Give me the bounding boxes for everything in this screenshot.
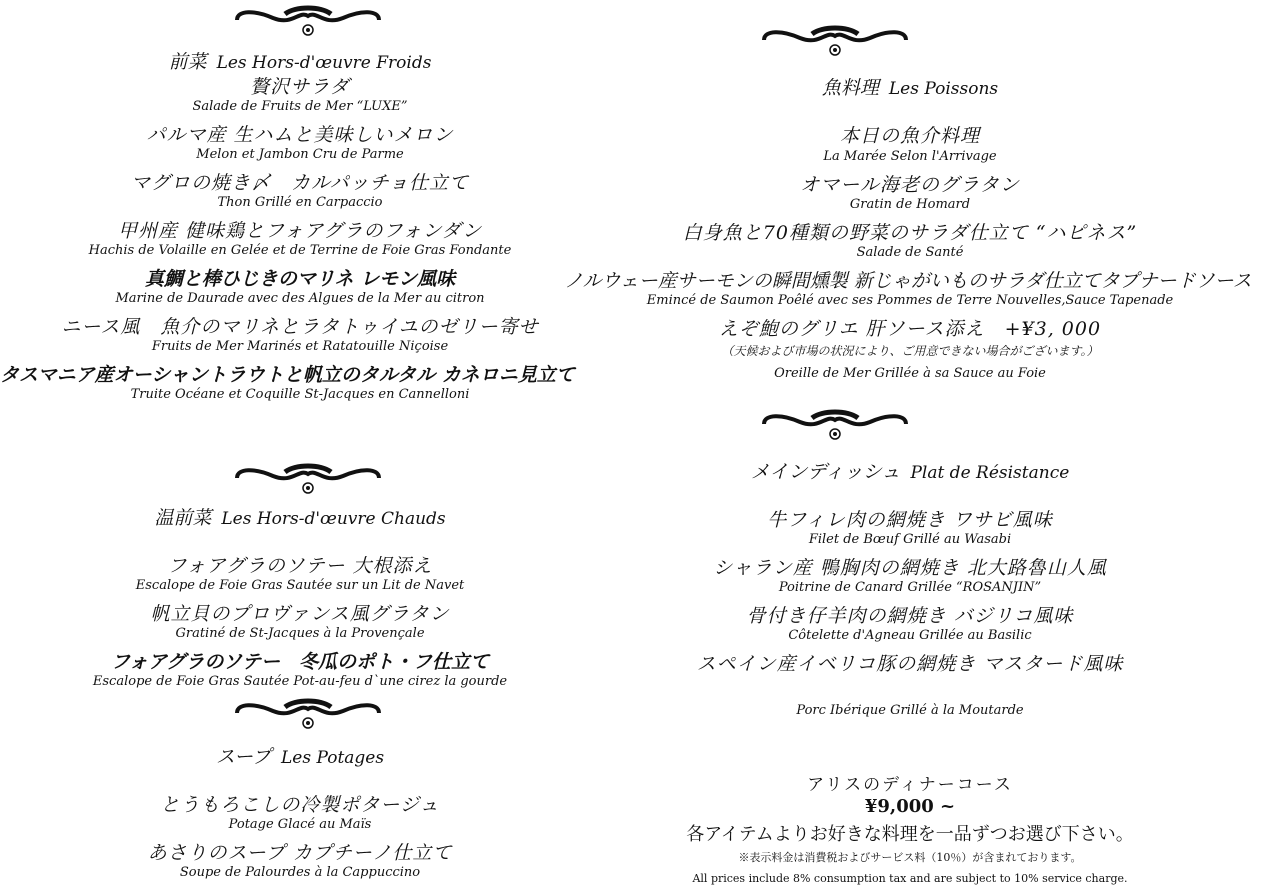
tax-note-en: All prices include 8% consumption tax and are subject to 10% service charge.	[692, 872, 1128, 885]
menu-item-jp: 甲州産 健味鶏とフォアグラのフォンダン	[117, 220, 482, 242]
ornament-cold	[233, 4, 383, 40]
menu-item-fr: Gratin de Homard	[849, 197, 971, 212]
section-heading-main: メインディッシュ Plat de Résistance	[750, 461, 1070, 483]
ornament-main	[760, 408, 910, 444]
course-price: ¥9,000 ~	[864, 796, 956, 817]
menu-item-jp: ニース風 魚介のマリネとラタトゥイユのゼリー寄せ	[61, 316, 539, 338]
menu-item-fr: Filet de Bœuf Grillé au Wasabi	[808, 532, 1012, 547]
section-heading-soup: スープ Les Potages	[215, 746, 385, 768]
ornament-fish	[760, 24, 910, 60]
menu-item-fr: Escalope de Foie Gras Sautée Pot-au-feu d`une cirez la gourde	[92, 674, 508, 689]
menu-item-fr: Salade de Fruits de Mer “LUXE”	[192, 99, 408, 114]
menu-item-fr: La Marée Selon l'Arrivage	[823, 149, 997, 164]
menu-item-jp: 白身魚と70種類の野菜のサラダ仕立て “ハピネス”	[682, 222, 1138, 244]
menu-item-jp: パルマ産 生ハムと美味しいメロン	[146, 124, 454, 146]
menu-item-jp: 真鯛と棒ひじきのマリネ レモン風味	[144, 268, 456, 290]
menu-item-fr: Hachis de Volaille en Gelée et de Terrine de Foie Gras Fondante	[88, 243, 512, 258]
menu-item-fr: Truite Océane et Coquille St-Jacques en Cannelloni	[130, 387, 470, 402]
menu-item-fr: Oreille de Mer Grillée à sa Sauce au Foie	[774, 366, 1046, 381]
menu-item-jp: マグロの焼き〆 カルパッチョ仕立て	[130, 172, 470, 194]
menu-item-jp: フォアグラのソテー 大根添え	[167, 555, 433, 577]
menu-item-note: （天候および市場の状況により、ご用意できない場合がございます。）	[721, 344, 1099, 358]
course-title: アリスのディナーコース	[807, 775, 1013, 795]
menu-item-fr: Salade de Santé	[856, 245, 964, 260]
menu-item-jp: とうもろこしの冷製ポタージュ	[160, 794, 440, 816]
menu-item-fr: Thon Grillé en Carpaccio	[217, 195, 383, 210]
menu-item-jp: フォアグラのソテー 冬瓜のポト・フ仕立て	[110, 651, 490, 673]
menu-item-jp: スペイン産イベリコ豚の網焼き マスタード風味	[696, 653, 1124, 675]
menu-item-fr: Poitrine de Canard Grillée “ROSANJIN”	[778, 580, 1042, 595]
menu-item-fr: Fruits de Mer Marinés et Ratatouille Niçoise	[151, 339, 449, 354]
menu-item-jp: 牛フィレ肉の網焼き ワサビ風味	[767, 509, 1053, 531]
menu-item-fr: Soupe de Palourdes à la Cappuccino	[179, 865, 421, 880]
section-heading-fish: 魚料理 Les Poissons	[821, 77, 999, 99]
menu-item-fr: Emincé de Saumon Poêlé avec ses Pommes de Terre Nouvelles,Sauce Tapenade	[646, 293, 1174, 308]
menu-item-jp: ノルウェー産サーモンの瞬間燻製 新じゃがいものサラダ仕立てタプナードソース	[564, 270, 1252, 292]
menu-item-fr: Porc Ibérique Grillé à la Moutarde	[796, 703, 1024, 718]
course-instruction: 各アイテムよりお好きな料理を一品ずつお選び下さい。	[686, 824, 1134, 845]
menu-item-jp: えぞ鮑のグリエ 肝ソース添え +¥3, 000	[718, 318, 1102, 340]
menu-item-fr: Marine de Daurade avec des Algues de la Mer au citron	[115, 291, 485, 306]
section-heading-cold: 前菜 Les Hors-d'œuvre Froids	[168, 51, 432, 73]
menu-item-fr: Potage Glacé au Maïs	[228, 817, 372, 832]
ornament-hot	[233, 462, 383, 498]
section-heading-hot: 温前菜 Les Hors-d'œuvre Chauds	[154, 507, 446, 529]
tax-note-jp: ※表示料金は消費税およびサービス料（10％）が含まれております。	[738, 851, 1082, 864]
menu-item-fr: Melon et Jambon Cru de Parme	[196, 147, 404, 162]
ornament-soup	[233, 697, 383, 733]
menu-item-jp: シャラン産 鴨胸肉の網焼き 北大路魯山人風	[713, 557, 1107, 579]
menu-item-jp: 帆立貝のプロヴァンス風グラタン	[150, 603, 450, 625]
menu-item-jp: あさりのスープ カプチーノ仕立て	[147, 842, 453, 864]
menu-item-fr: Côtelette d'Agneau Grillée au Basilic	[788, 628, 1032, 643]
menu-item-jp: 本日の魚介料理	[839, 125, 980, 147]
menu-item-jp: 骨付き仔羊肉の網焼き バジリコ風味	[746, 605, 1074, 627]
menu-item-jp: タスマニア産オーシャントラウトと帆立のタルタル カネロニ見立て	[0, 364, 575, 386]
menu-item-jp: 贅沢サラダ	[250, 76, 350, 98]
menu-item-fr: Escalope de Foie Gras Sautée sur un Lit de Navet	[135, 578, 465, 593]
menu-item-fr: Gratiné de St-Jacques à la Provençale	[175, 626, 425, 641]
menu-item-jp: オマール海老のグラタン	[800, 174, 1020, 196]
